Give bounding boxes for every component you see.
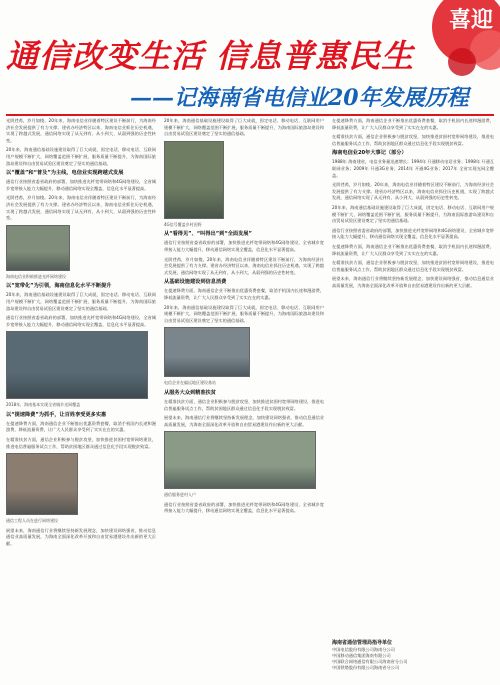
- section-heading: 从“看得见”、“叫得出”到“全面发展”: [164, 231, 252, 238]
- body-paragraph: 在提速降费方面，海南通信企业不断推出优惠资费套餐，取消手机国内长途和漫游费，降低流量资费，让广大人民群众享受到了实实在在的实惠。: [164, 288, 324, 300]
- body-paragraph: 在提速降费方面，海南通信企业不断推出优惠资费套餐，取消手机国内长途和漫游费，降低流量资费，让广大人民群众享受到了实实在在的实惠。: [332, 118, 494, 130]
- sponsor-title: 海南省通信管理局指导单位: [332, 640, 393, 646]
- body-paragraph: 在精准扶贫方面，通信企业积极参与脱贫攻坚，加快推进贫困村宽带网络建设，推进电信普遍服务试点工作，帮助贫困地区群众通过信息化手段实现脱贫致富。: [332, 134, 494, 146]
- body-paragraph: 通信行业按照省委省政府的部署，加快推进光纤宽带网络和4G网络建设，全省城乡宽带接入能力大幅提升，移动通信网络实现全覆盖，信息化水平显著提高。: [332, 227, 494, 240]
- body-paragraph: 通信行业按照省委省政府的部署，加快推进光纤宽带网络和4G网络建设，全省城乡宽带接入能力大幅提升，移动通信网络实现全覆盖，信息化水平显著提高。: [6, 315, 156, 327]
- decorative-red-circle: [448, 48, 476, 76]
- photo: [6, 453, 78, 515]
- body-paragraph: 在精准扶贫方面，通信企业积极参与脱贫攻坚，加快推进贫困村宽带网络建设，推进电信普遍服务试点工作，帮助贫困地区群众通过信息化手段实现脱贫致富。: [164, 398, 324, 411]
- divider: [6, 114, 494, 116]
- photo-caption: 海南电信业积极推进光纤网络建设: [6, 273, 66, 279]
- sponsor-box: [332, 640, 494, 671]
- section-heading: 以“提速降费”为抓手，让百姓享受更多实惠: [6, 411, 107, 418]
- photo: [6, 225, 70, 271]
- body-paragraph: 20年来，海南通信基础设施建设取得了巨大成就，固定电话、移动电话、互联网用户规模不断扩大，网络覆盖范围不断扩展，服务质量不断提升，为海南国际旅游岛建设和自由贸易试验区建设奠定了坚实的通信基础。: [6, 147, 156, 166]
- photo-caption: 电信企业在偏远地区建设基站: [164, 380, 216, 386]
- sponsor-line: 中国移动通信集团海南有限公司: [332, 653, 391, 658]
- body-paragraph: 通信行业按照省委省政府的部署，加快推进光纤宽带网络和4G网络建设，全省城乡宽带接入能力大幅提升，移动通信网络实现全覆盖，信息化水平显著提高。: [164, 501, 324, 514]
- photo-caption: 4G信号覆盖乡村田野: [164, 221, 202, 227]
- section-heading: 海南电信业20年大事记（部分）: [332, 150, 407, 157]
- timeline-text: 1988年 海南建省，电信业务量迅速增长；1994年 开通移动电话业务；1998年 开通互联网业务；2009年 开通3G业务；2014年 开通4G业务；2017年 全省实现光网全覆盖。: [332, 159, 494, 178]
- body-paragraph: 展望未来，海南通信行业将继续坚持新发展理念，加快建设网络强省，推动信息通信业高质量发展，为海南全面深化改革开放和自由贸易港建设作出新的更大贡献。: [164, 415, 324, 427]
- section-heading: 以“覆盖”和“普及”为主线，电信业实现跨越式发展: [6, 170, 124, 177]
- photo: [164, 431, 316, 489]
- body-paragraph: 光阴荏苒，岁月如梭。20年来，海南电信业伴随着特区建设不断前行，为海南经济社会发展提供了有力支撑。建省办经济特区以来，海南电信业抓住历史机遇，实现了跨越式发展，通信网络实现了从无到有、从小到大、从弱到强的历史性转变。: [164, 256, 324, 275]
- photo: [164, 327, 250, 377]
- body-paragraph: 通信行业按照省委省政府的部署，加快推进光纤宽带网络和4G网络建设，全省城乡宽带接入能力大幅提升，移动通信网络实现全覆盖，信息化水平显著提高。: [164, 240, 324, 252]
- photo: [6, 331, 148, 399]
- body-paragraph: 光阴荏苒，岁月如梭。20年来，海南电信业伴随着特区建设不断前行，为海南经济社会发展提供了有力支撑。建省办经济特区以来，海南电信业抓住历史机遇，实现了跨越式发展，通信网络实现了从无到有、从小到大、从弱到强的历史性转变。: [332, 182, 494, 201]
- body-paragraph: 在精准扶贫方面，通信企业积极参与脱贫攻坚，加快推进贫困村宽带网络建设，推进电信普遍服务试点工作，帮助贫困地区群众通过信息化手段实现脱贫致富。: [332, 260, 494, 272]
- body-paragraph: 展望未来，海南通信行业将继续坚持新发展理念，加快建设网络强省，推动信息通信业高质量发展，为海南全面深化改革开放和自由贸易港建设作出新的更大贡献。: [6, 527, 156, 547]
- section-heading: 从基础设施建设到信息消费: [164, 279, 227, 286]
- corner-badge: 喜迎: [448, 7, 493, 33]
- sponsor-line: 中国电信股份有限公司海南分公司: [332, 647, 395, 652]
- column-1: [6, 118, 156, 678]
- photo-caption: 通信工程人员在进行网络建设: [6, 518, 58, 524]
- body-paragraph: 20年来，海南通信基础设施建设取得了巨大成就，固定电话、移动电话、互联网用户规模不断扩大，网络覆盖范围不断扩展，服务质量不断提升，为海南国际旅游岛建设和自由贸易试验区建设奠定了坚实的通信基础。: [6, 292, 156, 311]
- body-paragraph: 通信行业按照省委省政府的部署，加快推进光纤宽带网络和4G网络建设，全省城乡宽带接入能力大幅提升，移动通信网络实现全覆盖，信息化水平显著提高。: [6, 179, 156, 191]
- column-2: [164, 118, 324, 678]
- photo-caption: 通信服务进村入户: [164, 492, 196, 498]
- body-paragraph: 光阴荏苒，岁月如梭。20年来，海南电信业伴随着特区建设不断前行，为海南经济社会发展提供了有力支撑。建省办经济特区以来，海南电信业抓住历史机遇，实现了跨越式发展，通信网络实现了从无到有、从小到大、从弱到强的历史性转变。: [6, 195, 156, 221]
- sponsor-line: 中国联合网络通信有限公司海南省分公司: [332, 659, 408, 664]
- body-paragraph: 光阴荏苒，岁月如梭。20年来，海南电信业伴随着特区建设不断前行，为海南经济社会发展提供了有力支撑。建省办经济特区以来，海南电信业抓住历史机遇，实现了跨越式发展，通信网络实现了从无到有、从小到大、从弱到强的历史性转变。: [6, 118, 156, 143]
- column-3: [332, 118, 494, 634]
- body-paragraph: 20年来，海南通信基础设施建设取得了巨大成就，固定电话、移动电话、互联网用户规模不断扩大，网络覆盖范围不断扩展，服务质量不断提升，为海南国际旅游岛建设和自由贸易试验区建设奠定了坚实的通信基础。: [164, 118, 324, 137]
- body-paragraph: 在提速降费方面，海南通信企业不断推出优惠资费套餐，取消手机国内长途和漫游费，降低流量资费，让广大人民群众享受到了实实在在的实惠。: [332, 243, 494, 256]
- body-paragraph: 展望未来，海南通信行业将继续坚持新发展理念，加快建设网络强省，推动信息通信业高质量发展，为海南全面深化改革开放和自由贸易港建设作出新的更大贡献。: [332, 276, 494, 288]
- body-paragraph: 在精准扶贫方面，通信企业积极参与脱贫攻坚，加快推进贫困村宽带网络建设，推进电信普遍服务试点工作，帮助贫困地区群众通过信息化手段实现脱贫致富。: [6, 437, 156, 449]
- photo-caption: 2018年，海南基本实现全省城乡光网覆盖: [6, 402, 81, 408]
- photo: [164, 141, 224, 219]
- headline: 通信改变生活 信息普惠民生: [6, 37, 415, 75]
- body-paragraph: 20年来，海南通信基础设施建设取得了巨大成就，固定电话、移动电话、互联网用户规模不断扩大，网络覆盖范围不断扩展，服务质量不断提升，为海南国际旅游岛建设和自由贸易试验区建设奠定了坚实的通信基础。: [164, 304, 324, 323]
- section-heading: 从服务大众到精准扶贫: [164, 389, 216, 396]
- sponsor-line: 中国铁塔股份有限公司海南省分公司: [332, 665, 400, 670]
- body-paragraph: 20年来，海南通信基础设施建设取得了巨大成就，固定电话、移动电话、互联网用户规模不断扩大，网络覆盖范围不断扩展，服务质量不断提升，为海南国际旅游岛建设和自由贸易试验区建设奠定了坚实的通信基础。: [332, 204, 494, 224]
- section-heading: 以“宽带化”为引领，海南信息化水平不断提升: [6, 283, 112, 290]
- body-paragraph: 在提速降费方面，海南通信企业不断推出优惠资费套餐，取消手机国内长途和漫游费，降低流量资费，让广大人民群众享受到了实实在在的实惠。: [6, 420, 156, 433]
- subheadline: ——记海南省电信业20年发展历程: [130, 85, 469, 111]
